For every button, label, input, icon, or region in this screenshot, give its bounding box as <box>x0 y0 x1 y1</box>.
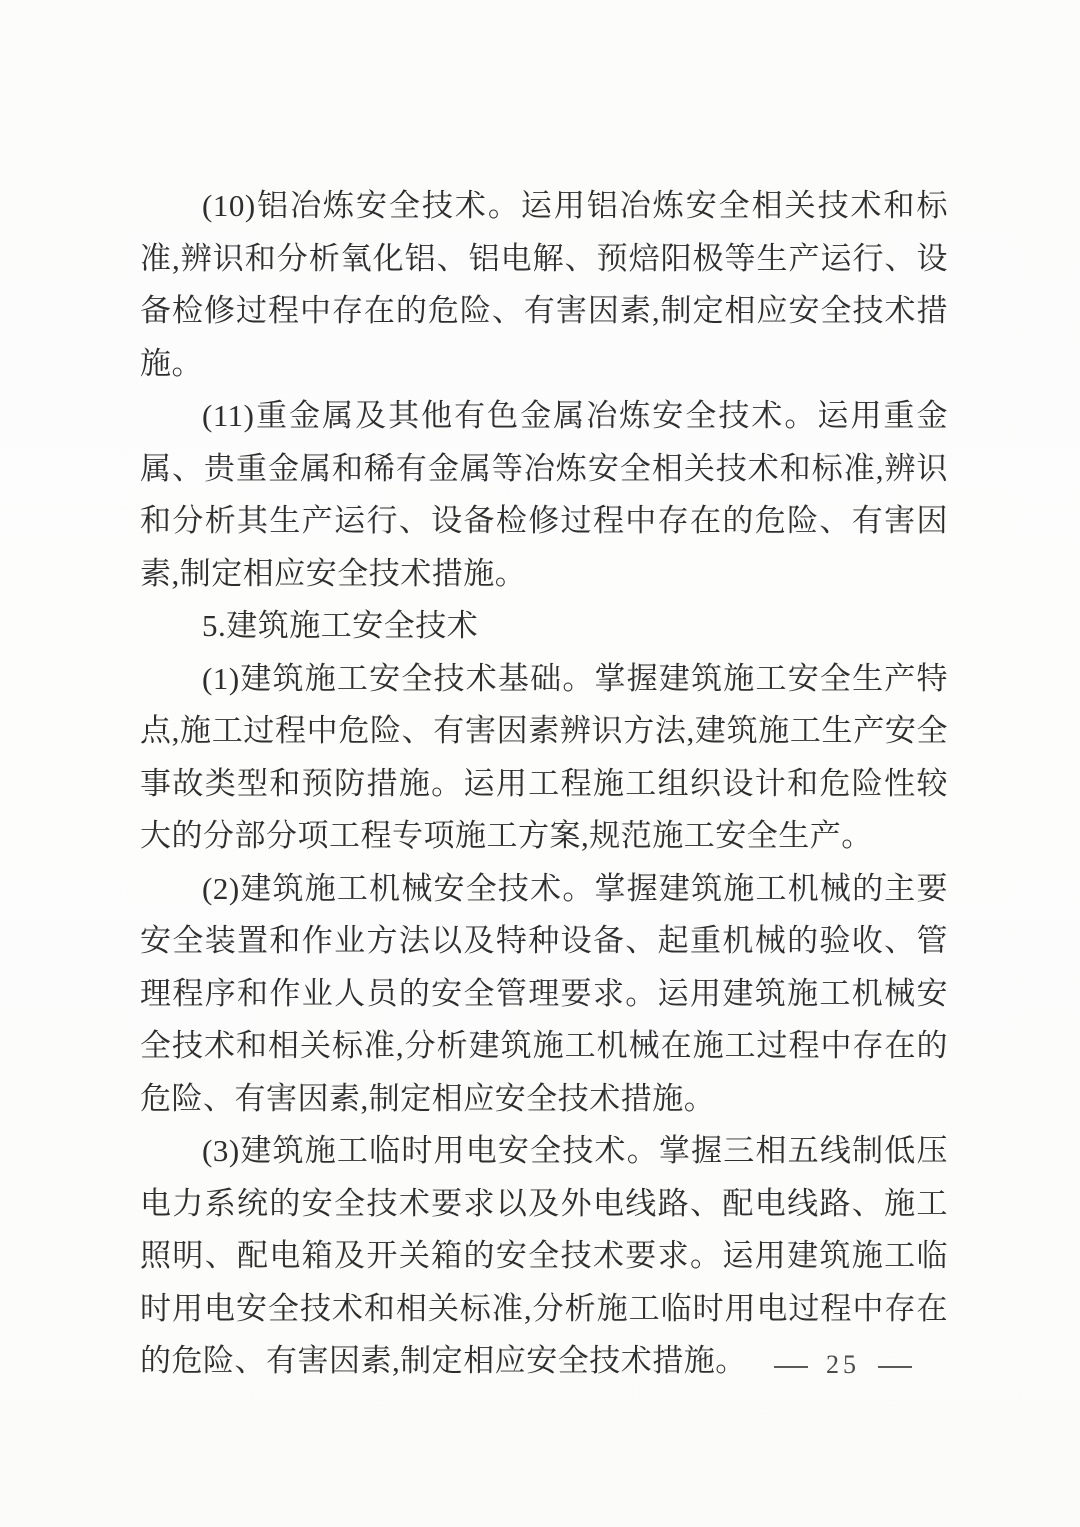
page-footer <box>774 1352 912 1382</box>
paragraph-10-aluminum-smelting: (10)铝冶炼安全技术。运用铝冶炼安全相关技术和标准,辨识和分析氧化铝、铝电解、预焙阳极等生产运行、设备检修过程中存在的危险、有害因素,制定相应安全技术措施。 <box>140 188 948 381</box>
paragraph-2-construction-machinery-safety: (2)建筑施工机械安全技术。掌握建筑施工机械的主要安全装置和作业方法以及特种设备、起重机械的验收、管理程序和作业人员的安全管理要求。运用建筑施工机械安全技术和相关标准,分析建筑施工机械在施工过程中存在的危险、有害因素,制定相应安全技术措施。 <box>140 870 948 1116</box>
section-heading-construction-safety: 5.建筑施工安全技术 <box>202 608 479 643</box>
footer-left-dash <box>774 1366 808 1368</box>
text-block <box>140 180 948 1388</box>
paragraph-11-heavy-metals-smelting: (11)重金属及其他有色金属冶炼安全技术。运用重金属、贵重金属和稀有金属等冶炼安全相关技术和标准,辨识和分析其生产运行、设备检修过程中存在的危险、有害因素,制定相应安全技术措施。 <box>140 398 948 591</box>
paragraph-3-temporary-electricity-safety: (3)建筑施工临时用电安全技术。掌握三相五线制低压电力系统的安全技术要求以及外电线路、配电线路、施工照明、配电箱及开关箱的安全技术要求。运用建筑施工临时用电安全技术和相关标准,分析施工临时用电过程中存在的危险、有害因素,制定相应安全技术措施。 <box>140 1133 948 1378</box>
paragraph-1-construction-safety-basics: (1)建筑施工安全技术基础。掌握建筑施工安全生产特点,施工过程中危险、有害因素辨识方法,建筑施工生产安全事故类型和预防措施。运用工程施工组织设计和危险性较大的分部分项工程专项施工方案,规范施工安全生产。 <box>140 660 948 853</box>
footer-right-dash <box>878 1366 912 1368</box>
page-number: 25 <box>826 1350 860 1379</box>
